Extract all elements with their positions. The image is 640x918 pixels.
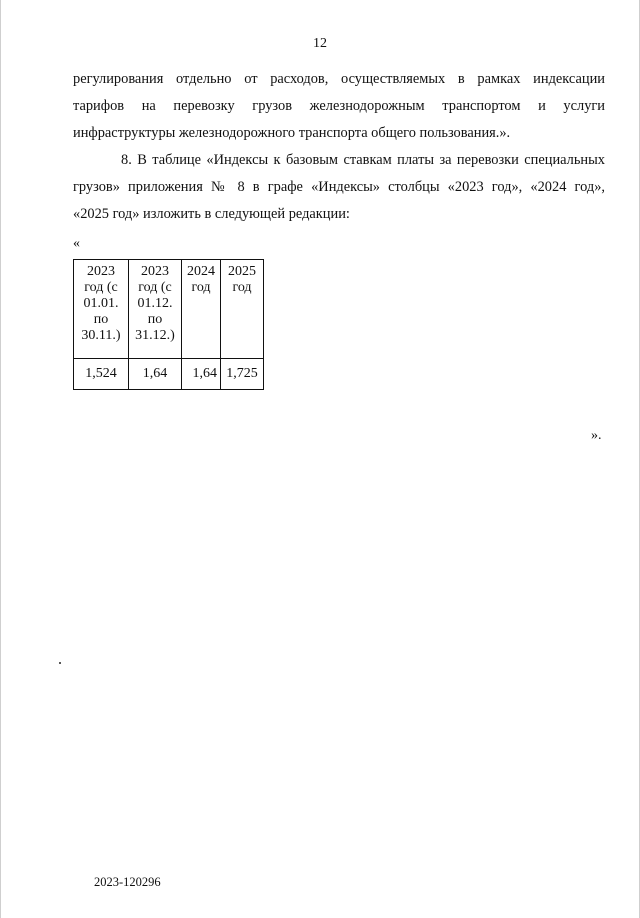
table-header-cell: 2024 год [182,260,221,359]
paragraph-1-line-3: инфраструктуры железнодорожного транспорта общего пользования.». [73,125,511,141]
table-header-cell: 2023 год (с 01.01. по 30.11.) [74,260,129,359]
table-header-cell: 2025 год [221,260,264,359]
indices-table [73,259,264,390]
scan-speck [59,662,61,664]
table-cell: 1,524 [74,359,129,390]
page-number: 12 [313,36,327,51]
close-quote: ». [591,428,602,443]
document-code: 2023-120296 [94,875,161,889]
paragraph-2-line-1: 8. В таблице «Индексы к базовым ставкам платы за перевозки специальных [121,152,605,168]
table-header-cell: 2023 год (с 01.12. по 31.12.) [129,260,182,359]
table-cell: 1,64 [129,359,182,390]
open-quote: « [73,236,80,251]
paragraph-1-line-2: тарифов на перевозку грузов железнодорожным транспортом и услуги [73,98,605,114]
paragraph-2-line-2: грузов» приложения № 8 в графе «Индексы» столбцы «2023 год», «2024 год», [73,179,605,195]
table-cell: 1,725 [221,359,264,390]
table-row [74,359,264,390]
paragraph-2-line-3: «2025 год» изложить в следующей редакции: [73,206,350,222]
paragraph-1-line-1: регулирования отдельно от расходов, осуществляемых в рамках индексации [73,71,605,87]
table-header-row [74,260,264,359]
table-cell: 1,64 [182,359,221,390]
